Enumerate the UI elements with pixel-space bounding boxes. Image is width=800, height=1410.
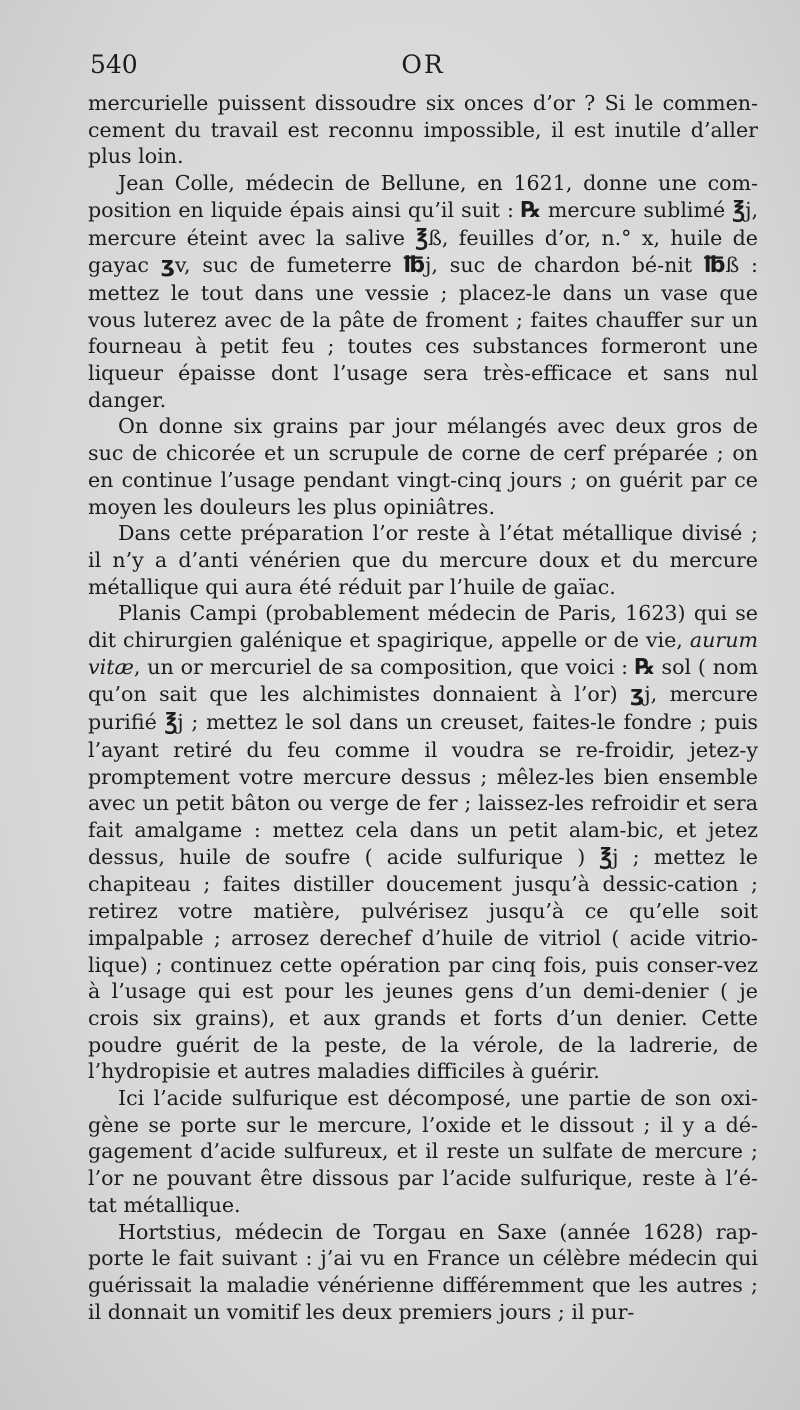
text-run: , un or mercuriel de sa composition, que voici : — [133, 654, 635, 679]
text-run: v, suc de fumeterre — [174, 253, 404, 278]
italic-term: aurum vitæ — [88, 628, 758, 679]
running-head: OR — [401, 50, 445, 79]
paragraph — [88, 520, 758, 600]
ounce-symbol: ℥ — [599, 844, 613, 870]
text-run: Dans cette préparation l’or reste à l’état métallique divisé ; il n’y a d’anti vénérien que du mercure doux et du mercure métallique qui aura été réduit par l’huile de gaïac. — [88, 521, 758, 599]
text-run: j ; mettez le chapiteau ; faites distiller doucement jusqu’à dessic-cation ; retirez votre matière, pulvérisez jusqu’à ce qu’elle soit impalpable ; arrosez derechef d’huile de vitriol ( acide vitrio-lique) ; continuez cette opération par cinq fois, puis conser-vez à l’usage qui est pour les jeunes gens d’un demi-denier ( je crois six grains), et aux grands et forts d’un denier. Cette poudre guérit de la peste, de la vérole, de la ladrerie, de l’hydropisie et autres maladies difficiles à guérir. — [88, 844, 758, 1084]
drachm-symbol: ʒ — [160, 253, 175, 279]
paragraph — [88, 1219, 758, 1326]
page-number: 540 — [90, 50, 138, 79]
text-run: j, suc de chardon bé-nit — [425, 253, 705, 278]
paragraph — [88, 170, 758, 413]
text-run: Hortstius, médecin de Torgau en Saxe (année 1628) rap-porte le fait suivant : j’ai vu en France un célèbre médecin qui guérissait la maladie vénérienne différemment que les autres ; il donnait un vomitif les deux premiers jours ; il pur- — [88, 1219, 758, 1324]
text-run: mercure sublimé — [540, 197, 733, 222]
text-run: mercurielle puissent dissoudre six onces d’or ? Si le commen-cement du travail est reconnu impossible, il est inutile d’aller plus loin. — [88, 91, 758, 169]
body-text — [88, 90, 758, 1325]
text-run: j, mercure purifié — [88, 682, 758, 735]
text-run: ß : mettez le tout dans une vessie ; placez-le dans un vase que vous luterez avec de la pâte de froment ; faites chauffer sur un fourneau à petit feu ; toutes ces substances formeront une liqueur épaisse dont l’usage sera très-efficace et sans nul danger. — [88, 253, 758, 412]
recipe-symbol: ℞ — [521, 197, 541, 223]
ounce-symbol: ℥ — [732, 197, 746, 223]
drachm-symbol: ʒ — [630, 682, 645, 708]
pound-symbol: ℔ — [403, 253, 425, 279]
text-run: On donne six grains par jour mélangés avec deux gros de suc de chicorée et un scrupule de corne de cerf préparée ; on en continue l’usage pendant vingt-cinq jours ; on guérit par ce moyen les douleurs les plus opiniâtres. — [88, 414, 758, 519]
recipe-symbol: ℞ — [634, 654, 655, 680]
paragraph — [88, 600, 758, 1085]
text-run: j, mercure éteint avec la salive — [88, 197, 758, 250]
text-run: j ; mettez le sol dans un creuset, faites-le fondre ; puis l’ayant retiré du feu comme il voudra se re-froidir, jetez-y promptement votre mercure dessus ; mêlez-les bien ensemble avec un petit bâton ou verge de fer ; laissez-les refroidir et sera fait amalgame : mettez cela dans un petit alam-bic, et jetez dessus, huile de soufre ( acide sulfurique ) — [88, 710, 758, 869]
ounce-symbol: ℥ — [415, 225, 429, 251]
paragraph — [88, 413, 758, 520]
text-run: Jean Colle, médecin de Bellune, en 1621, donne une com-position en liquide épais ainsi qu’il suit : — [88, 171, 758, 222]
text-run: sol ( nom qu’on sait que les alchimistes donnaient à l’or) — [88, 654, 758, 707]
page-header — [88, 46, 758, 90]
text-run: ß, feuilles d’or, n.° x, huile de gayac — [88, 225, 758, 278]
text-run: Planis Campi (probablement médecin de Paris, 1623) qui se dit chirurgien galénique et spagirique, appelle or de vie, — [88, 601, 758, 653]
text-run: Ici l’acide sulfurique est décomposé, une partie de son oxi-gène se porte sur le mercure, l’oxide et le dissout ; il y a dé-gagement d’acide sulfureux, et il reste un sulfate de mercure ; l’or ne pouvant être dissous par l’acide sulfurique, reste à l’é-tat métallique. — [88, 1086, 758, 1217]
ounce-symbol: ℥ — [164, 710, 178, 736]
paragraph — [88, 1085, 758, 1219]
pound-symbol: ℔ — [704, 253, 726, 279]
paragraph — [88, 90, 758, 170]
